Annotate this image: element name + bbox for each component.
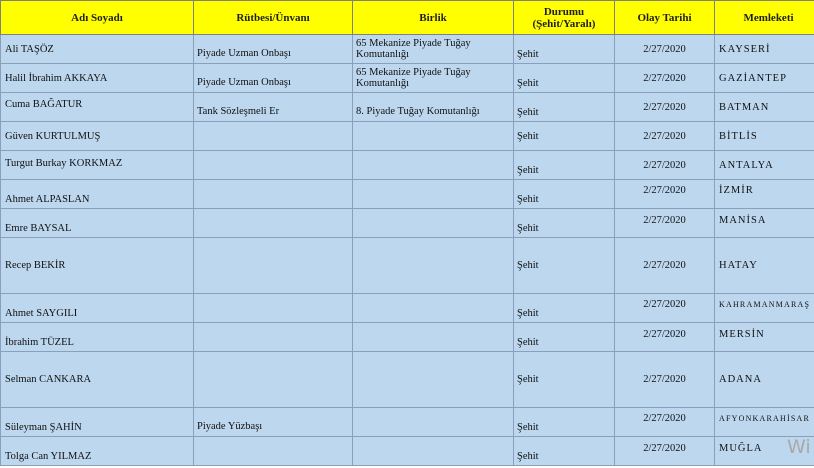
cell-status: Şehit (514, 93, 615, 122)
header-status-line1: Durumu (543, 5, 585, 18)
cell-unit: 8. Piyade Tuğay Komutanlığı (353, 93, 514, 122)
cell-rank: Piyade Uzman Onbaşı (194, 64, 353, 93)
cell-unit (353, 122, 514, 151)
cell-city: MANİSA (715, 209, 814, 238)
table-row (1, 437, 814, 466)
table-row (1, 209, 814, 238)
header-status (514, 1, 615, 35)
header-unit: Birlik (353, 1, 514, 35)
cell-rank (194, 294, 353, 323)
cell-date: 2/27/2020 (615, 408, 715, 437)
cell-date: 2/27/2020 (615, 323, 715, 352)
cell-unit (353, 294, 514, 323)
table-row (1, 294, 814, 323)
cell-rank: Piyade Uzman Onbaşı (194, 35, 353, 64)
cell-name: Tolga Can YILMAZ (1, 437, 194, 466)
cell-rank (194, 323, 353, 352)
cell-city: ANTALYA (715, 151, 814, 180)
cell-rank: Piyade Yüzbaşı (194, 408, 353, 437)
table-row (1, 64, 814, 93)
cell-name: Halil İbrahim AKKAYA (1, 64, 194, 93)
cell-unit: 65 Mekanize Piyade Tuğay Komutanlığı (353, 35, 514, 64)
cell-unit (353, 151, 514, 180)
table-row (1, 93, 814, 122)
cell-unit: 65 Mekanize Piyade Tuğay Komutanlığı (353, 64, 514, 93)
cell-city: KAHRAMANMARAŞ (715, 294, 814, 323)
table-row (1, 151, 814, 180)
cell-status: Şehit (514, 64, 615, 93)
cell-status: Şehit (514, 294, 615, 323)
cell-city: ADANA (715, 352, 814, 408)
cell-name: Emre BAYSAL (1, 209, 194, 238)
cell-name: Güven KURTULMUŞ (1, 122, 194, 151)
header-date: Olay Tarihi (615, 1, 715, 35)
cell-name: İbrahim TÜZEL (1, 323, 194, 352)
cell-status: Şehit (514, 209, 615, 238)
cell-name: Ahmet ALPASLAN (1, 180, 194, 209)
table-row (1, 323, 814, 352)
cell-rank (194, 122, 353, 151)
cell-date: 2/27/2020 (615, 209, 715, 238)
cell-date: 2/27/2020 (615, 180, 715, 209)
table-row (1, 35, 814, 64)
cell-city: BİTLİS (715, 122, 814, 151)
cell-rank (194, 352, 353, 408)
cell-date: 2/27/2020 (615, 294, 715, 323)
cell-rank (194, 209, 353, 238)
header-row (1, 1, 814, 35)
cell-date: 2/27/2020 (615, 437, 715, 466)
cell-name: Selman CANKARA (1, 352, 194, 408)
cell-date: 2/27/2020 (615, 122, 715, 151)
header-name: Adı Soyadı (1, 1, 194, 35)
cell-city: MERSİN (715, 323, 814, 352)
cell-status: Şehit (514, 180, 615, 209)
cell-city: AFYONKARAHİSAR (715, 408, 814, 437)
cell-rank: Tank Sözleşmeli Er (194, 93, 353, 122)
cell-status: Şehit (514, 437, 615, 466)
cell-city: İZMİR (715, 180, 814, 209)
cell-date: 2/27/2020 (615, 238, 715, 294)
cell-city: GAZİANTEP (715, 64, 814, 93)
cell-unit (353, 437, 514, 466)
header-rank: Rütbesi/Ünvanı (194, 1, 353, 35)
cell-status: Şehit (514, 122, 615, 151)
table-row (1, 408, 814, 437)
cell-name: Cuma BAĞATUR (1, 93, 194, 122)
cell-name: Ali TAŞÖZ (1, 35, 194, 64)
cell-status: Şehit (514, 323, 615, 352)
table-row (1, 122, 814, 151)
cell-status: Şehit (514, 35, 615, 64)
cell-name: Turgut Burkay KORKMAZ (1, 151, 194, 180)
cell-status: Şehit (514, 238, 615, 294)
cell-unit (353, 209, 514, 238)
table-row (1, 180, 814, 209)
cell-city: KAYSERİ (715, 35, 814, 64)
cell-date: 2/27/2020 (615, 35, 715, 64)
cell-rank (194, 437, 353, 466)
cell-unit (353, 323, 514, 352)
cell-unit (353, 352, 514, 408)
cell-status: Şehit (514, 352, 615, 408)
cell-city: BATMAN (715, 93, 814, 122)
cell-name: Süleyman ŞAHİN (1, 408, 194, 437)
cell-city: HATAY (715, 238, 814, 294)
cell-date: 2/27/2020 (615, 93, 715, 122)
cell-date: 2/27/2020 (615, 352, 715, 408)
cell-unit (353, 238, 514, 294)
cell-name: Recep BEKİR (1, 238, 194, 294)
cell-name: Ahmet SAYGILI (1, 294, 194, 323)
cell-rank (194, 151, 353, 180)
table-row (1, 238, 814, 294)
cell-unit (353, 408, 514, 437)
header-status-line2: (Şehit/Yaralı) (532, 17, 596, 30)
cell-rank (194, 238, 353, 294)
cell-date: 2/27/2020 (615, 151, 715, 180)
cell-city: MUĞLA (715, 437, 814, 466)
activation-watermark: Wi (787, 436, 811, 458)
cell-unit (353, 180, 514, 209)
header-city: Memleketi (715, 1, 814, 35)
table-row (1, 352, 814, 408)
cell-status: Şehit (514, 151, 615, 180)
cell-date: 2/27/2020 (615, 64, 715, 93)
cell-rank (194, 180, 353, 209)
cell-status: Şehit (514, 408, 615, 437)
